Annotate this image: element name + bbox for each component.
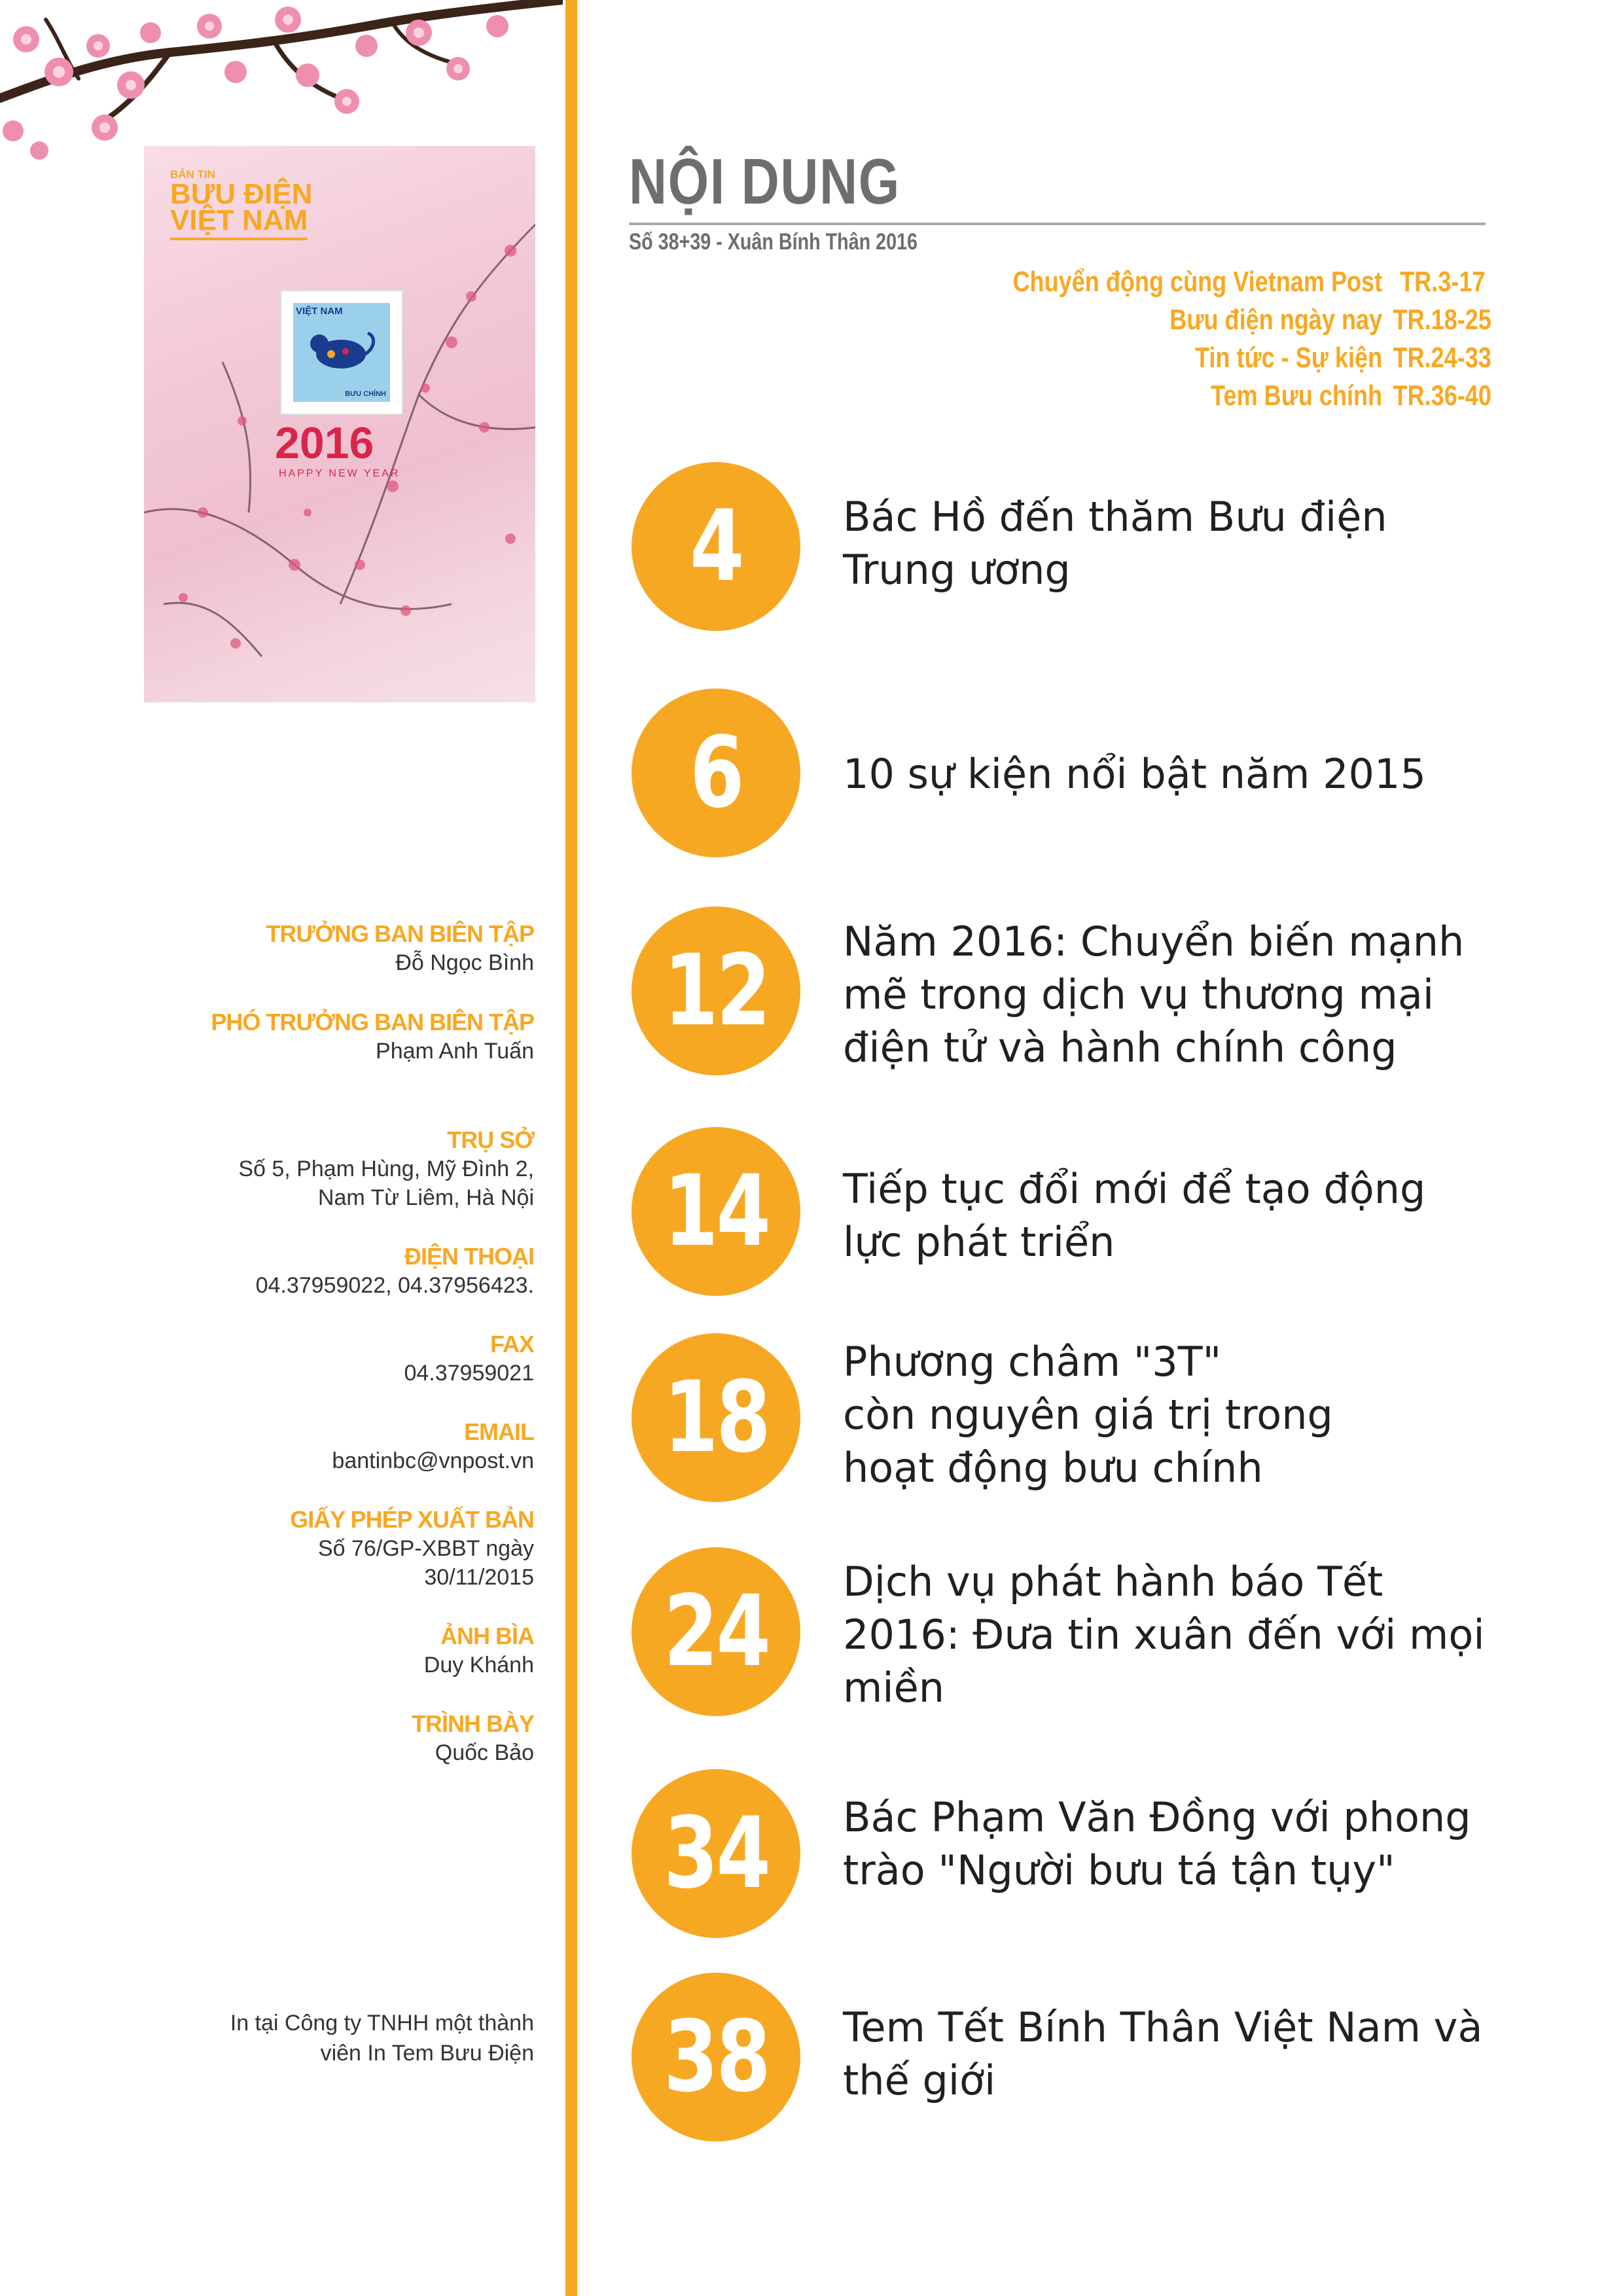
license-line2: 30/11/2015 <box>424 1565 534 1590</box>
editor-in-chief: Đỗ Ngọc Bình <box>395 950 534 975</box>
toc-line: hoạt động bưu chính <box>843 1444 1263 1492</box>
cover-title-line1: BƯU ĐIỆN <box>170 178 313 210</box>
section-label: Chuyển động cùng Vietnam Post <box>1012 266 1383 298</box>
toc-page-badge[interactable] <box>632 1333 800 1502</box>
fax-label: FAX <box>490 1331 534 1357</box>
phone-numbers: 04.37959022, 04.37956423. <box>255 1273 534 1298</box>
cover-title <box>170 178 327 236</box>
toc-page-badge[interactable] <box>632 689 800 857</box>
cover-title-line2: VIỆT NAM <box>170 204 308 236</box>
toc-line: miền <box>843 1664 945 1712</box>
section-pages: TR.36-40 <box>1393 380 1492 412</box>
cover-title-underline <box>170 238 308 240</box>
title-rule <box>629 223 1486 225</box>
toc-page-number: 12 <box>663 934 769 1048</box>
section-label: Tem Bưu chính <box>1211 380 1383 412</box>
license-label: GIẤY PHÉP XUẤT BẢN <box>290 1506 534 1533</box>
section-pages: TR.24-33 <box>1393 342 1492 374</box>
phone-label: ĐIỆN THOẠI <box>404 1243 534 1270</box>
printer-line1: In tại Công ty TNHH một thành <box>230 2011 534 2036</box>
toc-item-title[interactable] <box>843 2001 1517 2107</box>
section-row[interactable] <box>1013 263 1486 301</box>
toc-line: trào "Người bưu tá tận tụy" <box>843 1846 1395 1894</box>
section-index <box>909 263 1492 415</box>
layout-label: TRÌNH BÀY <box>412 1710 534 1737</box>
toc-item-title[interactable] <box>843 1555 1517 1714</box>
toc-page-number: 18 <box>663 1361 769 1475</box>
toc-line: Bác Phạm Văn Đồng với phong <box>843 1793 1471 1841</box>
toc-line: thế giới <box>843 2056 996 2104</box>
toc-line: mẽ trong dịch vụ thương mại <box>843 971 1435 1018</box>
toc-page-badge[interactable] <box>632 906 800 1075</box>
toc-line: Tem Tết Bính Thân Việt Nam và <box>843 2003 1483 2051</box>
toc-line: Trung ương <box>843 546 1071 594</box>
page-title: NỘI DUNG <box>629 145 901 217</box>
printer-line2: viên In Tem Bưu Điện <box>320 2041 534 2066</box>
stamp-label: BƯU CHÍNH <box>345 390 386 398</box>
toc-item-title[interactable] <box>843 1335 1517 1494</box>
toc-page-number: 4 <box>689 490 743 603</box>
editor-in-chief-label: TRƯỞNG BAN BIÊN TẬP <box>266 920 534 947</box>
toc-item-title[interactable] <box>843 1791 1517 1897</box>
toc-item-title[interactable] <box>843 1162 1517 1268</box>
cover-photo-label: ẢNH BÌA <box>440 1623 534 1649</box>
toc-line: Bác Hồ đến thăm Bưu điện <box>843 493 1387 541</box>
section-label: Tin tức - Sự kiện <box>1195 342 1383 374</box>
toc-line: Dịch vụ phát hành báo Tết <box>843 1558 1383 1605</box>
toc-item-title[interactable] <box>843 747 1517 800</box>
toc-page-badge[interactable] <box>632 1547 800 1716</box>
toc-line: 10 sự kiện nổi bật năm 2015 <box>843 750 1426 798</box>
stamp-country: VIỆT NAM <box>296 306 343 317</box>
toc-line: điện tử và hành chính công <box>843 1024 1397 1071</box>
blossom-branch-illustration <box>0 0 563 170</box>
magazine-cover-image <box>144 146 535 702</box>
office-address-line1: Số 5, Phạm Hùng, Mỹ Đình 2, <box>238 1157 534 1181</box>
stamp-artwork <box>293 303 390 402</box>
editorial-credits <box>141 920 534 1767</box>
email-label: EMAIL <box>464 1418 534 1445</box>
issue-info: Số 38+39 - Xuân Bính Thân 2016 <box>629 229 918 255</box>
toc-line: lực phát triển <box>843 1218 1115 1266</box>
license-line1: Số 76/GP-XBBT ngày <box>317 1536 534 1561</box>
layout-designer: Quốc Bảo <box>435 1740 534 1765</box>
toc-line: còn nguyên giá trị trong <box>843 1391 1333 1439</box>
toc-page-badge[interactable] <box>632 462 800 631</box>
toc-page-number: 34 <box>663 1797 769 1910</box>
office-address-line2: Nam Từ Liêm, Hà Nội <box>317 1185 534 1210</box>
cover-stamp <box>281 291 402 414</box>
vertical-divider <box>565 0 577 2296</box>
toc-line: Tiếp tục đổi mới để tạo động <box>843 1165 1426 1213</box>
fax-number: 04.37959021 <box>404 1361 534 1386</box>
office-label: TRỤ SỞ <box>447 1126 534 1153</box>
email-address: bantinbc@vnpost.vn <box>332 1448 534 1473</box>
section-label: Bưu điện ngày nay <box>1169 304 1383 336</box>
cover-year: 2016 <box>275 418 374 468</box>
monkey-icon <box>305 328 377 374</box>
toc-page-number: 24 <box>663 1575 769 1689</box>
toc-page-badge[interactable] <box>632 1127 800 1296</box>
section-pages: TR.3-17 <box>1400 266 1486 298</box>
printer-info <box>141 2008 534 2068</box>
section-row[interactable] <box>1013 301 1492 339</box>
toc-line: Năm 2016: Chuyển biến mạnh <box>843 918 1465 965</box>
toc-page-badge[interactable] <box>632 1769 800 1938</box>
toc-line: Phương châm "3T" <box>843 1338 1222 1386</box>
deputy-editor: Phạm Anh Tuấn <box>376 1039 534 1064</box>
toc-page-badge[interactable] <box>632 1973 800 2142</box>
cover-greeting: HAPPY NEW YEAR <box>279 468 401 479</box>
deputy-editor-label: PHÓ TRƯỞNG BAN BIÊN TẬP <box>211 1009 534 1035</box>
toc-page-number: 14 <box>663 1155 769 1268</box>
section-pages: TR.18-25 <box>1393 304 1492 336</box>
cover-small-title: BẢN TIN <box>170 168 215 181</box>
toc-page-number: 6 <box>689 716 743 830</box>
toc-item-title[interactable] <box>843 915 1517 1074</box>
toc-line: 2016: Đưa tin xuân đến với mọi <box>843 1611 1485 1659</box>
section-row[interactable] <box>1013 339 1492 377</box>
toc-item-title[interactable] <box>843 490 1517 596</box>
section-row[interactable] <box>1013 377 1492 415</box>
cover-photographer: Duy Khánh <box>423 1653 534 1677</box>
toc-page-number: 38 <box>663 2000 769 2114</box>
